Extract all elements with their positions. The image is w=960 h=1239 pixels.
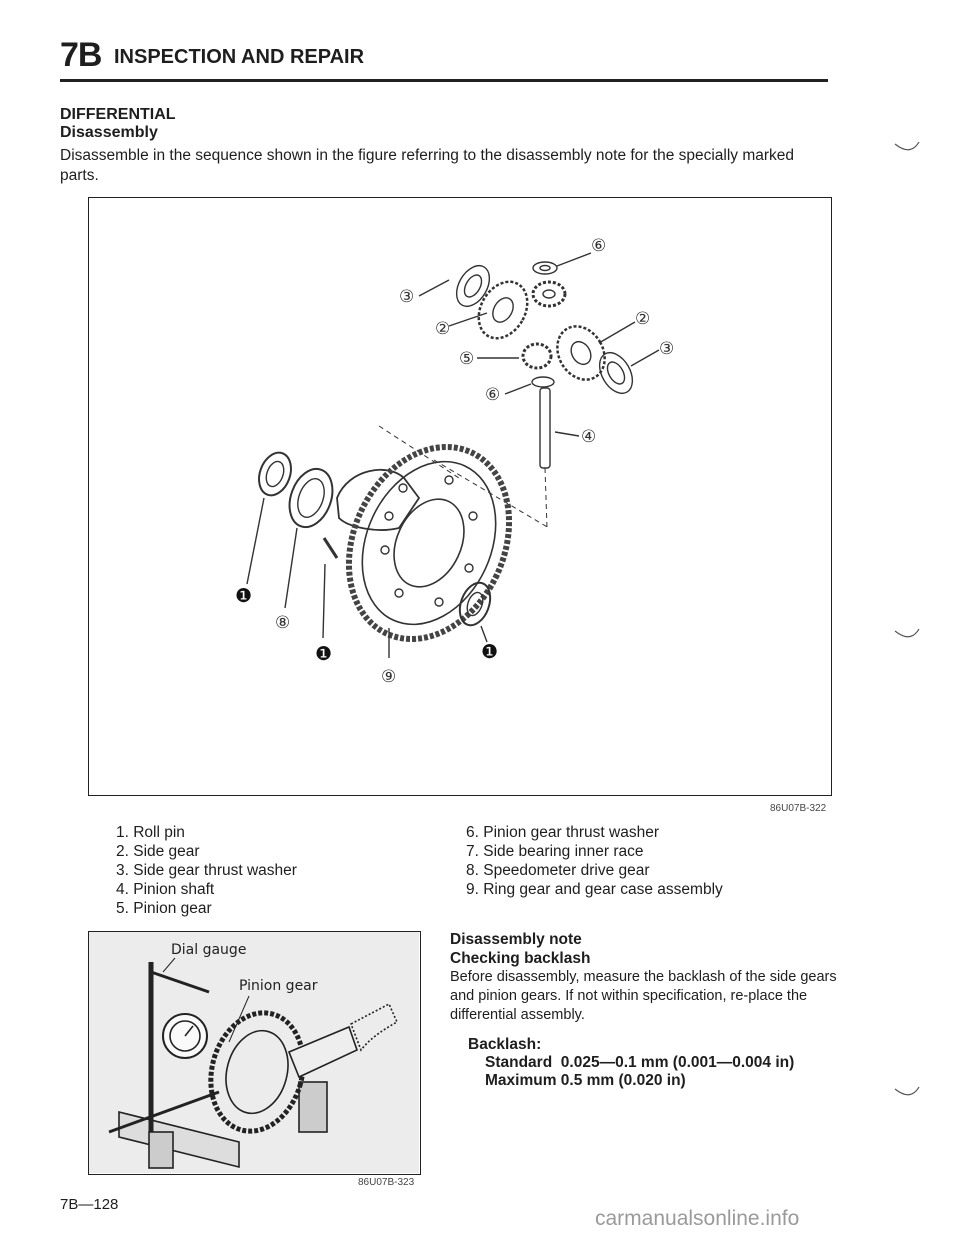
differential-exploded-drawing	[89, 198, 830, 794]
dial-gauge-label: Dial gauge	[171, 942, 247, 958]
chapter-title: INSPECTION AND REPAIR	[114, 46, 365, 68]
note-subtitle: Checking backlash	[450, 950, 591, 967]
backlash-check-figure	[88, 931, 421, 1175]
note-title: Disassembly note	[450, 931, 582, 948]
list-item: 4. Pinion shaft	[116, 881, 215, 898]
callout-2: ②	[435, 319, 451, 339]
callout-9: ⑨	[381, 667, 397, 687]
list-item: 2. Side gear	[116, 843, 200, 860]
callout-8: ⑧	[275, 613, 291, 633]
figure2-code: 86U07B-323	[358, 1177, 415, 1188]
spec-label: Backlash:	[468, 1036, 542, 1053]
spec-maximum: Maximum 0.5 mm (0.020 in)	[485, 1072, 686, 1089]
section-subtitle: Disassembly	[60, 124, 158, 141]
callout-1-bottom: ❶	[315, 643, 333, 665]
callout-1-left: ❶	[235, 585, 253, 607]
list-item: 5. Pinion gear	[116, 900, 212, 917]
chapter-code: 7B	[60, 36, 102, 74]
watermark: carmanualsonline.info	[595, 1207, 800, 1230]
callout-4: ④	[581, 427, 597, 447]
list-item: 9. Ring gear and gear case assembly	[466, 881, 723, 898]
callout-6: ⑥	[485, 385, 501, 405]
backlash-spec	[468, 1036, 794, 1090]
binding-mark	[893, 625, 923, 645]
callout-3: ③	[399, 287, 415, 307]
pinion-gear-label: Pinion gear	[239, 978, 318, 994]
note-body: Before disassembly, measure the backlash of the side gears and pinion gears. If not within specification, re-place the differential assembly.	[450, 969, 837, 1023]
section-title: DIFFERENTIAL	[60, 106, 176, 123]
header-rule	[60, 79, 828, 82]
binding-mark	[893, 1083, 923, 1103]
callout-2: ②	[635, 309, 651, 329]
spec-standard: Standard 0.025—0.1 mm (0.001—0.004 in)	[485, 1054, 795, 1071]
list-item: 7. Side bearing inner race	[466, 843, 644, 860]
page-number: 7B—128	[60, 1196, 119, 1213]
callout-5: ⑤	[459, 349, 475, 369]
intro-paragraph: Disassemble in the sequence shown in the figure referring to the disassembly note for the specially marked parts.	[60, 147, 795, 184]
differential-exploded-figure	[88, 197, 832, 796]
backlash-check-drawing	[89, 932, 419, 1173]
binding-mark	[893, 138, 923, 158]
figure1-code: 86U07B-322	[770, 803, 827, 814]
callout-3: ③	[659, 339, 675, 359]
parts-list-right	[466, 823, 723, 899]
callout-1-right: ❶	[481, 641, 499, 663]
list-item: 1. Roll pin	[116, 824, 185, 841]
parts-list-left	[116, 823, 297, 918]
callout-6: ⑥	[591, 236, 607, 256]
list-item: 8. Speedometer drive gear	[466, 862, 650, 879]
list-item: 6. Pinion gear thrust washer	[466, 824, 659, 841]
list-item: 3. Side gear thrust washer	[116, 862, 297, 879]
